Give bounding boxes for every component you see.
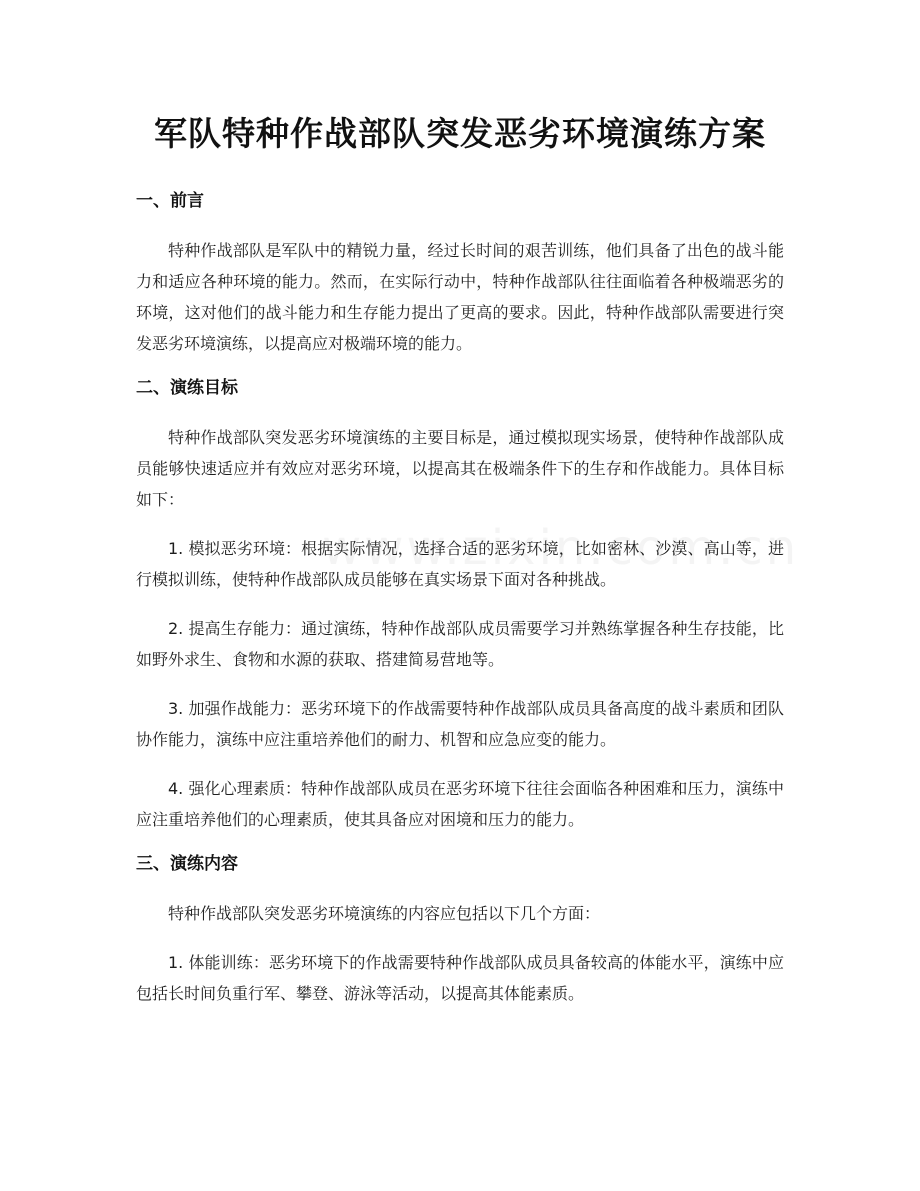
paragraph-goal-1: 1. 模拟恶劣环境：根据实际情况，选择合适的恶劣环境，比如密林、沙漠、高山等，进行模拟训练，使特种作战部队成员能够在真实场景下面对各种挑战。 [136, 539, 784, 589]
paragraph-goal-2: 2. 提高生存能力：通过演练，特种作战部队成员需要学习并熟练掌握各种生存技能，比如野外求生、食物和水源的获取、搭建简易营地等。 [136, 619, 784, 669]
paragraph-preface: 特种作战部队是军队中的精锐力量，经过长时间的艰苦训练，他们具备了出色的战斗能力和适应各种环境的能力。然而，在实际行动中，特种作战部队往往面临着各种极端恶劣的环境，这对他们的战斗能力和生存能力提出了更高的要求。因此，特种作战部队需要进行突发恶劣环境演练，以提高应对极端环境的能力。 [136, 241, 784, 353]
paragraph-goal-3: 3. 加强作战能力：恶劣环境下的作战需要特种作战部队成员具备高度的战斗素质和团队协作能力，演练中应注重培养他们的耐力、机智和应急应变的能力。 [136, 699, 784, 749]
paragraph-content-intro: 特种作战部队突发恶劣环境演练的内容应包括以下几个方面： [168, 904, 601, 923]
section-heading-content: 三、演练内容 [136, 854, 238, 874]
section-heading-preface: 一、前言 [136, 191, 204, 211]
paragraph-content-1: 1. 体能训练：恶劣环境下的作战需要特种作战部队成员具备较高的体能水平，演练中应包括长时间负重行军、攀登、游泳等活动，以提高其体能素质。 [136, 953, 784, 1003]
paragraph-goals-intro: 特种作战部队突发恶劣环境演练的主要目标是，通过模拟现实场景，使特种作战部队成员能够快速适应并有效应对恶劣环境，以提高其在极端条件下的生存和作战能力。具体目标如下： [136, 428, 784, 509]
paragraph-goal-4: 4. 强化心理素质：特种作战部队成员在恶劣环境下往往会面临各种困难和压力，演练中应注重培养他们的心理素质，使其具备应对困境和压力的能力。 [136, 779, 784, 829]
section-heading-goals: 二、演练目标 [136, 378, 238, 398]
document-title: 军队特种作战部队突发恶劣环境演练方案 [154, 114, 766, 153]
